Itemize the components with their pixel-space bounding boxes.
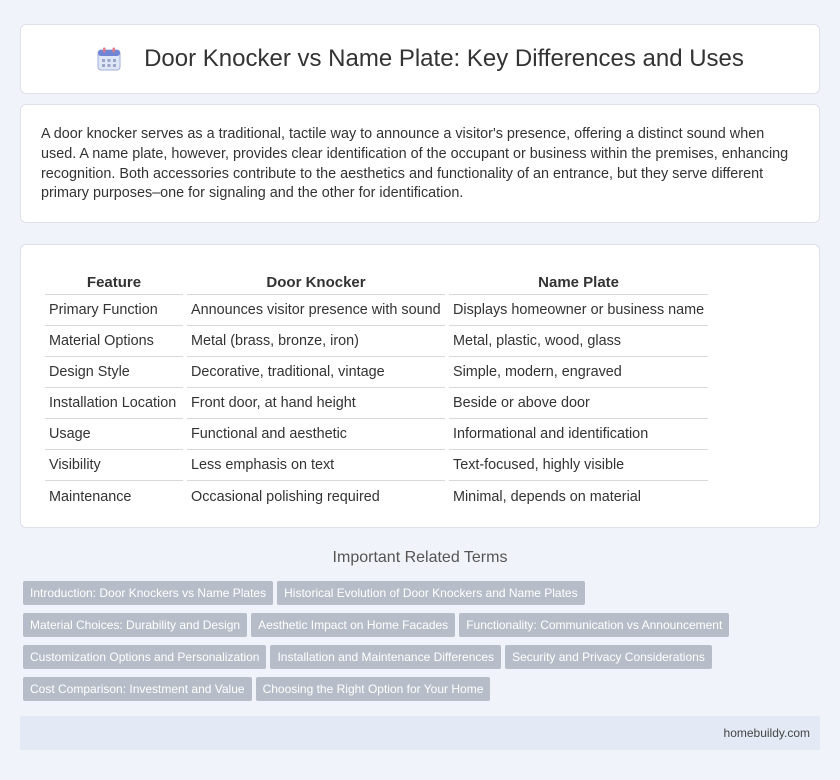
- table-cell: Front door, at hand height: [187, 388, 445, 419]
- table-cell: Occasional polishing required: [191, 488, 380, 505]
- table-cell: Maintenance: [49, 488, 132, 505]
- intro-text: A door knocker serves as a traditional, tactile way to announce a visitor's presence, offering a distinct sound when used. A name plate, however, provides clear identification of the occupant or business within the premises, enhancing recognition. Both accessories contribute to the aesthetics and functionality of an entrance, but they serve different primary purposes–one for signaling and the other for identification.: [41, 126, 789, 202]
- footer-site-name[interactable]: homebuildy.com: [723, 726, 810, 740]
- comparison-table: [41, 265, 712, 512]
- table-cell: Announces visitor presence with sound: [187, 295, 445, 326]
- table-row: [45, 419, 708, 450]
- related-terms-list: [23, 581, 823, 709]
- header-door-knocker: Door Knocker: [187, 265, 445, 295]
- table-cell: Minimal, depends on material: [453, 488, 641, 505]
- table-cell: Metal (brass, bronze, iron): [187, 326, 445, 357]
- related-term-tag[interactable]: Introduction: Door Knockers vs Name Plates: [23, 581, 273, 605]
- page-title: Door Knocker vs Name Plate: Key Differences and Uses: [144, 45, 744, 72]
- related-term-tag[interactable]: Customization Options and Personalization: [23, 645, 266, 669]
- related-term-tag[interactable]: Material Choices: Durability and Design: [23, 613, 247, 637]
- table-cell: Usage: [45, 419, 183, 450]
- related-term-tag[interactable]: Historical Evolution of Door Knockers and Name Plates: [277, 581, 584, 605]
- table-cell: Text-focused, highly visible: [449, 450, 708, 481]
- calendar-icon: [96, 46, 122, 72]
- table-cell: Design Style: [45, 357, 183, 388]
- table-row: [45, 357, 708, 388]
- header-name-plate: Name Plate: [449, 265, 708, 295]
- related-term-tag[interactable]: Installation and Maintenance Differences: [270, 645, 501, 669]
- table-row: [45, 388, 708, 419]
- related-term-tag[interactable]: Cost Comparison: Investment and Value: [23, 677, 252, 701]
- table-cell: Visibility: [45, 450, 183, 481]
- table-cell: Informational and identification: [449, 419, 708, 450]
- table-row: [45, 481, 708, 512]
- footer: [20, 716, 820, 750]
- table-row: [45, 450, 708, 481]
- table-row: [45, 295, 708, 326]
- intro-section: [20, 104, 820, 223]
- table-cell: Less emphasis on text: [187, 450, 445, 481]
- table-header-row: [45, 265, 708, 295]
- related-terms-title: Important Related Terms: [332, 549, 508, 566]
- table-cell: Functional and aesthetic: [187, 419, 445, 450]
- related-term-tag[interactable]: Choosing the Right Option for Your Home: [256, 677, 491, 701]
- table-cell: Installation Location: [45, 388, 183, 419]
- table-cell: Simple, modern, engraved: [449, 357, 708, 388]
- table-cell: Beside or above door: [449, 388, 708, 419]
- table-cell: Displays homeowner or business name: [449, 295, 708, 326]
- table-cell: Metal, plastic, wood, glass: [449, 326, 708, 357]
- table-cell: Primary Function: [45, 295, 183, 326]
- table-row: [45, 326, 708, 357]
- header-feature: Feature: [45, 265, 183, 295]
- table-cell: Decorative, traditional, vintage: [187, 357, 445, 388]
- related-term-tag[interactable]: Aesthetic Impact on Home Facades: [251, 613, 455, 637]
- related-term-tag[interactable]: Functionality: Communication vs Announcement: [459, 613, 729, 637]
- comparison-section: [20, 244, 820, 528]
- page-header: [20, 24, 820, 94]
- related-term-tag[interactable]: Security and Privacy Considerations: [505, 645, 712, 669]
- table-cell: Material Options: [45, 326, 183, 357]
